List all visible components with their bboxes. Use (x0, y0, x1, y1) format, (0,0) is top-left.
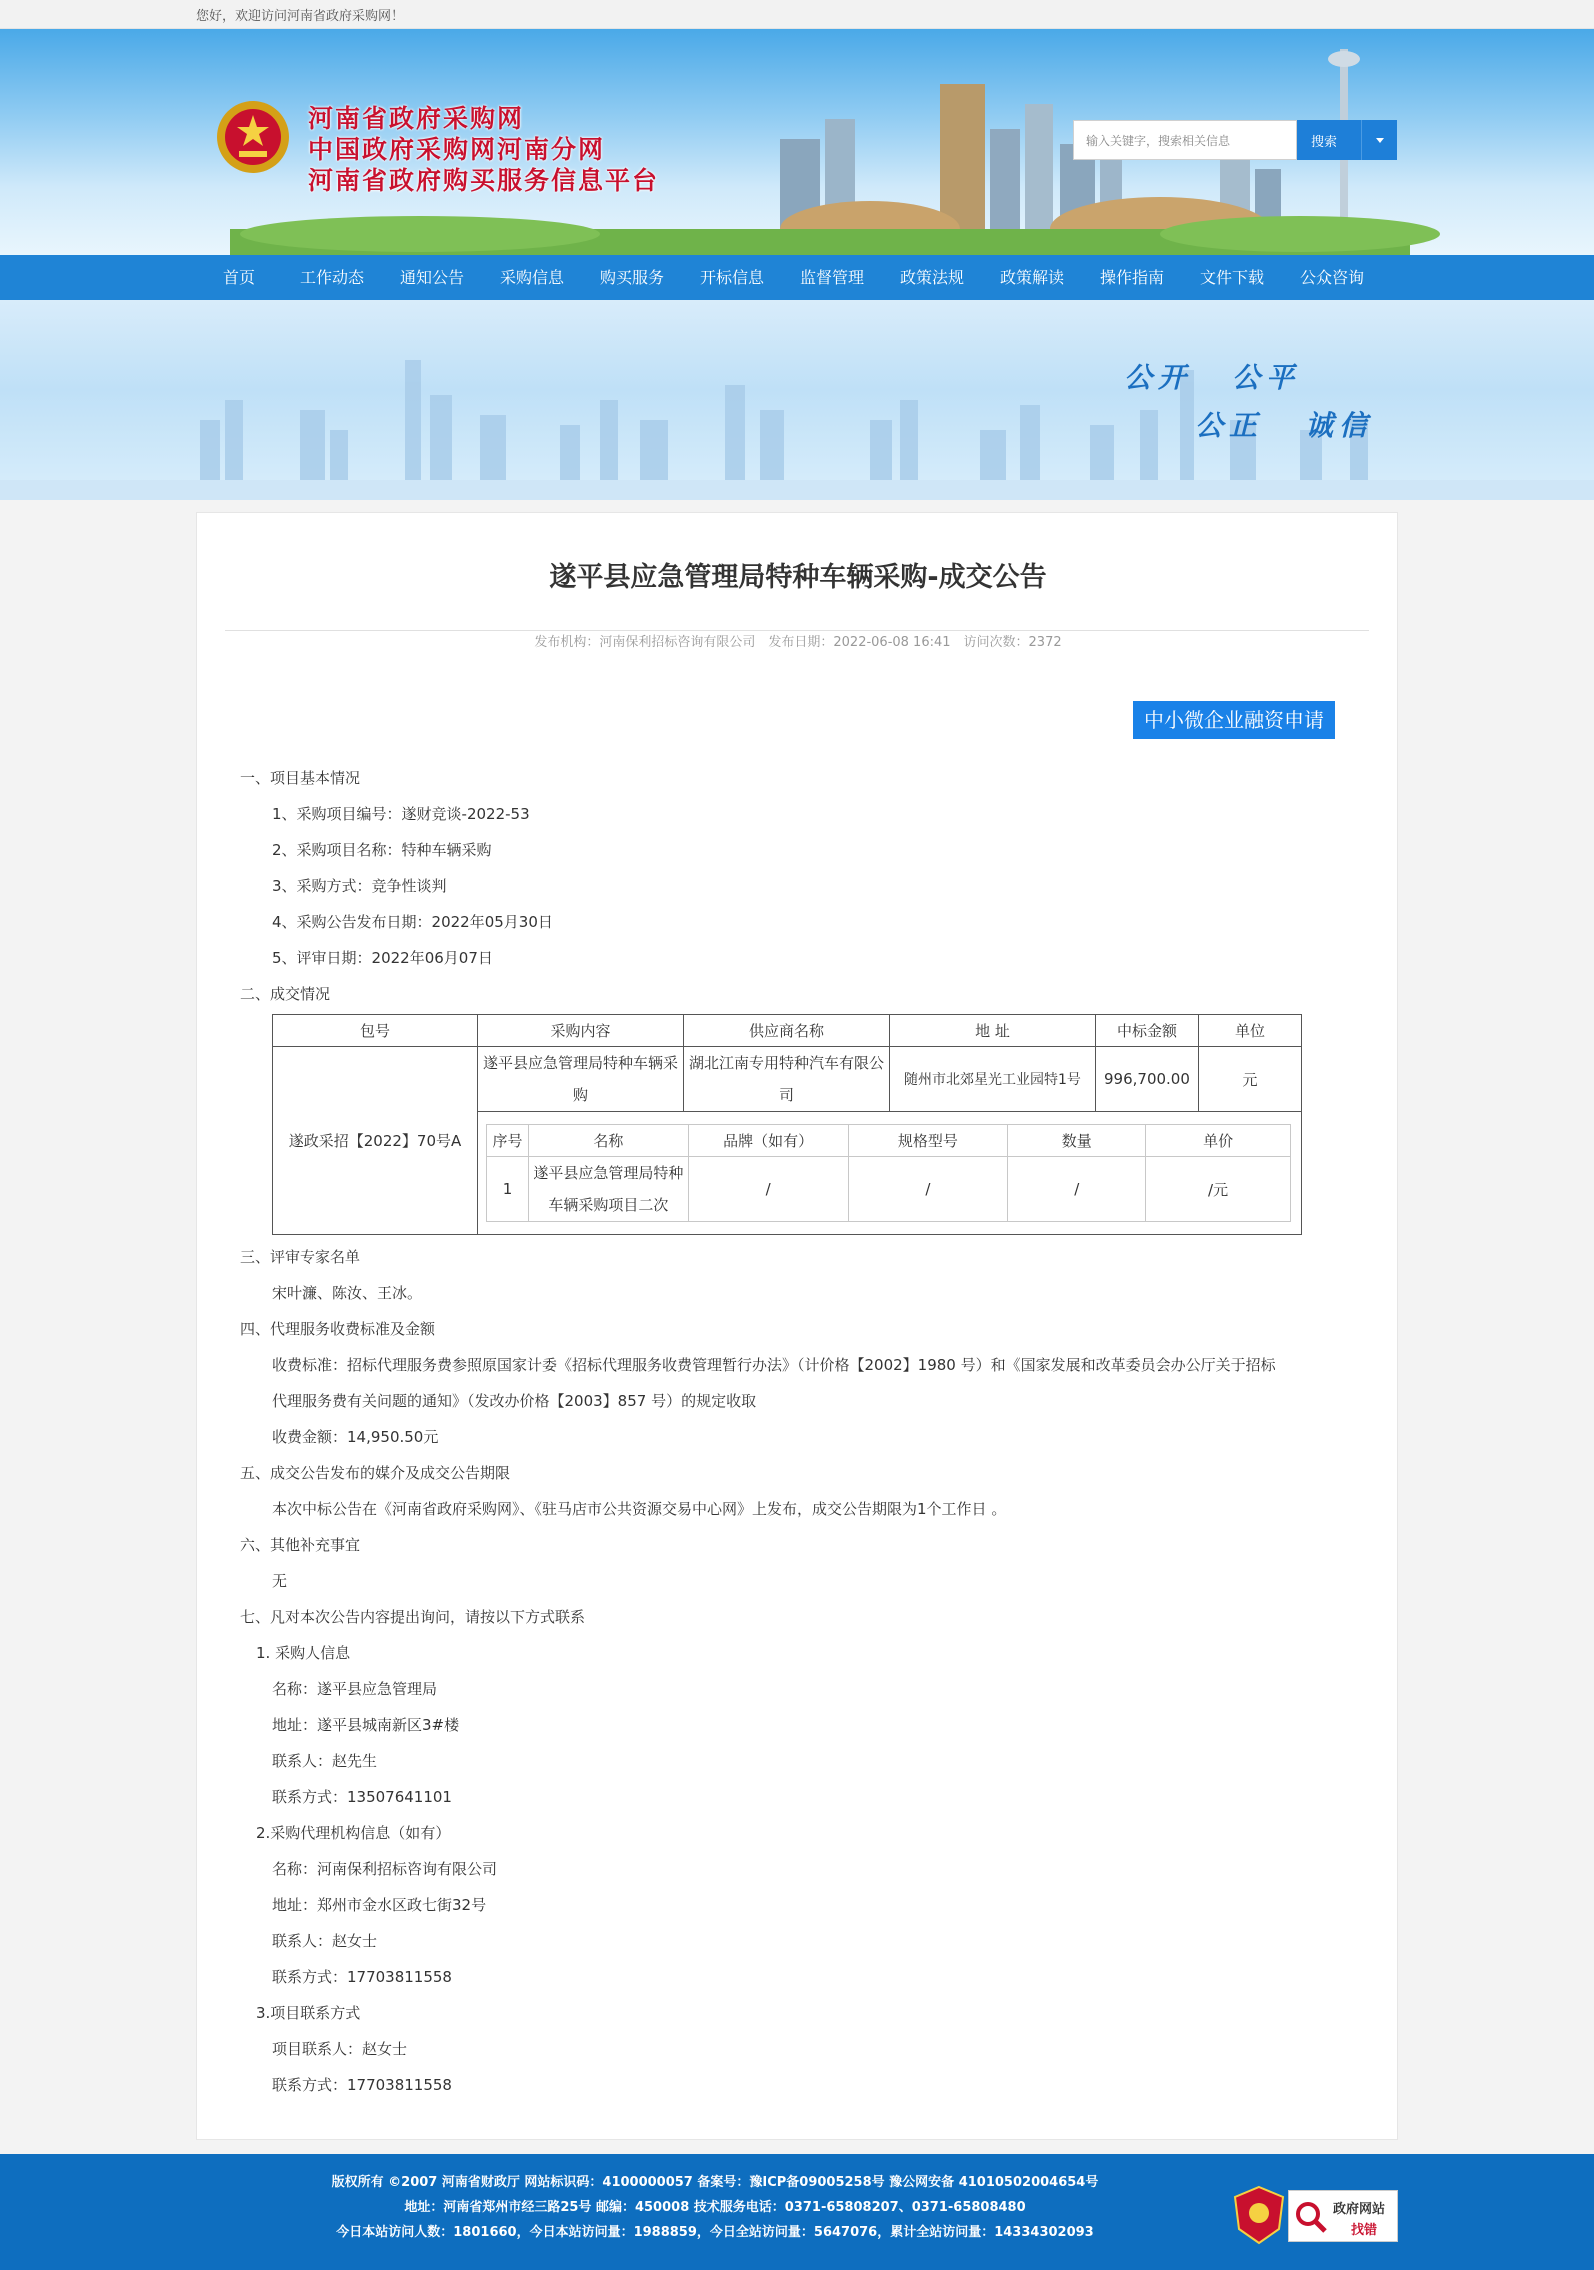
sub-cell: 1 (487, 1157, 529, 1222)
section-heading: 七、凡对本次公告内容提出询问，请按以下方式联系 (240, 1608, 586, 1626)
nav-item-bid-opening[interactable]: 开标信息 (700, 268, 765, 287)
sub-cell: /元 (1146, 1157, 1291, 1222)
text-line: 名称：河南保利招标咨询有限公司 (272, 1860, 498, 1878)
caret-down-icon (1376, 138, 1384, 143)
site-logo-text (308, 103, 659, 196)
text-line: 5、评审日期：2022年06月07日 (272, 949, 493, 967)
gov-site-error-report-badge[interactable] (1288, 2190, 1398, 2242)
slogan-fair: 公平 (1232, 361, 1301, 394)
text-line: 无 (272, 1572, 288, 1590)
slogan-open: 公开 (1124, 361, 1193, 394)
text-line: 4、采购公告发布日期：2022年05月30日 (272, 913, 553, 931)
sub-header: 单价 (1146, 1125, 1291, 1157)
text-line: 宋叶濂、陈汝、王冰。 (272, 1284, 423, 1302)
text-line: 地址：遂平县城南新区3#楼 (272, 1716, 460, 1734)
text-line: 3、采购方式：竞争性谈判 (272, 877, 447, 895)
section-heading: 二、成交情况 (240, 985, 331, 1003)
text-line: 项目联系人：赵女士 (272, 2040, 408, 2058)
party-government-badge-icon[interactable] (1233, 2185, 1285, 2245)
text-line: 代理服务费有关问题的通知》（发改办价格【2003】857 号）的规定收取 (272, 1392, 757, 1410)
slogan-integrity: 诚信 (1305, 409, 1374, 442)
section-heading: 五、成交公告发布的媒介及成交公告期限 (240, 1464, 511, 1482)
banner-skyline-illustration (0, 300, 1594, 500)
top-welcome-bar (0, 0, 1594, 29)
nav-item-purchase-services[interactable]: 购买服务 (600, 268, 665, 287)
national-emblem-icon (213, 97, 293, 177)
table-header: 中标金额 (1095, 1015, 1198, 1047)
award-table (272, 1014, 1302, 1235)
table-cell-address: 随州市北郊星光工业园特1号 (889, 1047, 1095, 1112)
subsection-heading: 3.项目联系方式 (256, 2004, 361, 2022)
text-line: 联系方式：13507641101 (272, 1788, 452, 1806)
article-meta: 发布机构：河南保利招标咨询有限公司 发布日期：2022-06-08 16:41 访问次数：2372 (534, 635, 1062, 650)
article-content (196, 512, 1398, 2140)
badge-subtitle: 找错 (1351, 2223, 1378, 2238)
nav-item-procurement-info[interactable]: 采购信息 (500, 268, 565, 287)
page-title: 遂平县应急管理局特种车辆采购-成交公告 (549, 562, 1047, 593)
table-header: 单位 (1198, 1015, 1301, 1047)
logo-line-2: 中国政府采购网河南分网 (308, 135, 606, 164)
table-header: 地 址 (889, 1015, 1095, 1047)
nav-item-policies[interactable]: 政策法规 (900, 268, 965, 287)
search-input[interactable]: 输入关键字，搜索相关信息 (1073, 120, 1297, 160)
magnifier-icon (1293, 2199, 1329, 2235)
sub-cell: / (688, 1157, 848, 1222)
nav-item-work-news[interactable]: 工作动态 (300, 268, 365, 287)
main-nav (0, 255, 1594, 300)
sub-header: 规格型号 (848, 1125, 1008, 1157)
nav-item-policy-interpretation[interactable]: 政策解读 (1000, 268, 1065, 287)
text-line: 联系人：赵女士 (272, 1932, 378, 1950)
sme-finance-button[interactable]: 中小微企业融资申请 (1133, 701, 1335, 739)
table-header: 包号 (273, 1015, 478, 1047)
table-cell-items (478, 1112, 1302, 1235)
text-line: 地址：郑州市金水区政七街32号 (272, 1896, 487, 1914)
section-heading: 三、评审专家名单 (240, 1248, 361, 1266)
site-header (0, 29, 1594, 255)
logo-line-3: 河南省政府购买服务信息平台 (308, 166, 660, 195)
nav-item-downloads[interactable]: 文件下载 (1200, 268, 1265, 287)
sub-cell: 遂平县应急管理局特种车辆采购项目二次 (528, 1157, 688, 1222)
logo-line-1: 河南省政府采购网 (308, 104, 525, 133)
table-cell-amount: 996,700.00 (1095, 1047, 1198, 1112)
subsection-heading: 1. 采购人信息 (256, 1644, 351, 1662)
search-dropdown-toggle[interactable] (1361, 120, 1397, 160)
table-header: 采购内容 (478, 1015, 684, 1047)
sub-cell: / (1008, 1157, 1146, 1222)
sub-cell: / (848, 1157, 1008, 1222)
text-line: 收费金额：14,950.50元 (272, 1428, 439, 1446)
nav-item-supervision[interactable]: 监督管理 (800, 268, 865, 287)
text-line: 联系人：赵先生 (272, 1752, 378, 1770)
text-line: 本次中标公告在《河南省政府采购网》、《驻马店市公共资源交易中心网》上发布，成交公告期限为1个工作日 。 (272, 1500, 1007, 1518)
text-line: 联系方式：17703811558 (272, 2076, 452, 2094)
text-line: 2、采购项目名称：特种车辆采购 (272, 841, 492, 859)
search-button[interactable]: 搜索 (1297, 120, 1361, 160)
badge-title: 政府网站 (1333, 2202, 1386, 2217)
item-detail-table (486, 1124, 1291, 1222)
sub-header: 序号 (487, 1125, 529, 1157)
table-cell-unit: 元 (1198, 1047, 1301, 1112)
table-cell-content: 遂平县应急管理局特种车辆采购 (478, 1047, 684, 1112)
section-heading: 一、项目基本情况 (240, 769, 361, 787)
nav-item-public-consult[interactable]: 公众咨询 (1300, 268, 1365, 287)
text-line: 1、采购项目编号：遂财竞谈-2022-53 (272, 805, 530, 823)
nav-item-guide[interactable]: 操作指南 (1100, 268, 1165, 287)
slogan-just: 公正 (1195, 409, 1264, 442)
table-cell-supplier: 湖北江南专用特种汽车有限公司 (683, 1047, 889, 1112)
footer-copyright: 版权所有 ©2007 河南省财政厅 网站标识码：4100000057 备案号：豫ICP备09005258号 豫公网安备 41010502004654号 (331, 2175, 1099, 2190)
text-line: 联系方式：17703811558 (272, 1968, 452, 1986)
slogan-banner (0, 300, 1594, 500)
section-heading: 四、代理服务收费标准及金额 (240, 1320, 436, 1338)
table-cell-package: 遂政采招【2022】70号A (273, 1047, 478, 1235)
text-line: 收费标准：招标代理服务费参照原国家计委《招标代理服务收费管理暂行办法》（计价格【2002】1980 号）和《国家发展和改革委员会办公厅关于招标 (272, 1356, 1276, 1374)
subsection-heading: 2.采购代理机构信息（如有） (256, 1824, 451, 1842)
footer-address: 地址：河南省郑州市经三路25号 邮编：450008 技术服务电话：0371-65808207、0371-65808480 (404, 2200, 1026, 2215)
table-header: 供应商名称 (683, 1015, 889, 1047)
section-heading: 六、其他补充事宜 (240, 1536, 361, 1554)
sub-header: 名称 (528, 1125, 688, 1157)
sub-header: 数量 (1008, 1125, 1146, 1157)
nav-item-home[interactable]: 首页 (223, 268, 256, 287)
text-line: 名称：遂平县应急管理局 (272, 1680, 438, 1698)
nav-item-notices[interactable]: 通知公告 (400, 268, 465, 287)
welcome-text: 您好，欢迎访问河南省政府采购网！ (196, 9, 405, 24)
sub-header: 品牌（如有） (688, 1125, 848, 1157)
footer-visit-stats: 今日本站访问人数：1801660，今日本站访问量：1988859，今日全站访问量：5647076，累计全站访问量：14334302093 (336, 2225, 1094, 2240)
